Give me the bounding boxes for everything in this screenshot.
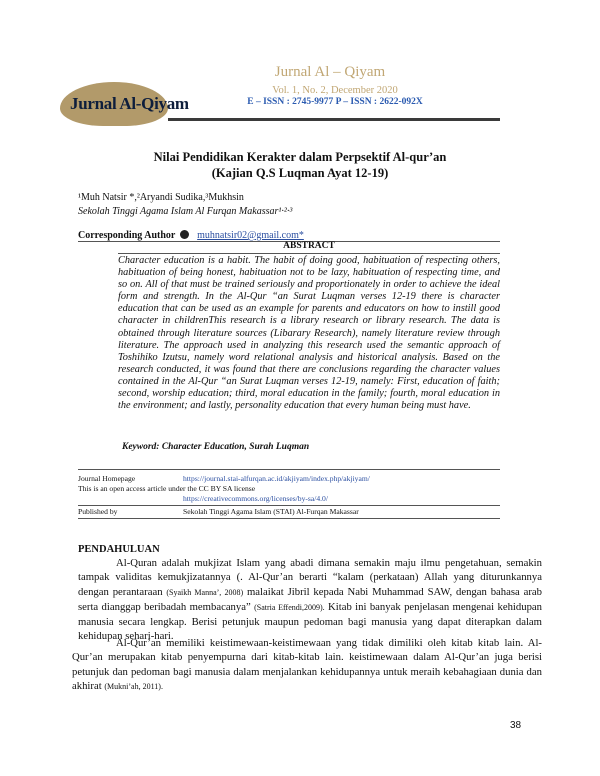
paper-title-line1: Nilai Pendidikan Kerakter dalam Perpsektif Al-qur’an [153,150,447,164]
license-label: This is an open access article under the CC BY SA license [78,484,256,493]
paragraph-1 [78,556,542,644]
corresponding-email[interactable]: muhnatsir02@gmail.com* [197,230,304,241]
page-number: 38 [510,720,522,731]
p1-citation-2: (Satria Effendi,2009). [254,602,325,612]
p2-citation: (Mukni’ah, 2011). [104,681,163,691]
abstract-text: Character education is a habit. The habit of doing good, habituation of respecting others, habituation of being honest, habituation not to be lazy, habituation of respecting time, and so on. All of that must be trained seriously and proportionately in order to achieve the ideal form and strength. In the Al-Qur “an Surat Luqman verses 12-19 there is character education that can be used as an example for parents and educators on how to instill good character in childrenThis research is a library research or library research. The data is obtained through literature sources (Libarary Research), namely literature review through literature. The approach used in analyzing this research used the semantic approach of Toshihiko Izutsu, namely word relational analysis and historical analysis. Based on the research conducted, it was found that there are conclusions regarding the character values contained in the Al-Qur “an Surat Luqman verses 12-19, namely: First, education of faith; second, worship education; third, moral education in the family; fourth, moral education in the environment; and lastly, personality education that every human being must have. [118,255,500,412]
rule-meta-mid [78,505,500,506]
rule-meta-top [78,469,500,470]
journal-volume: Vol. 1, No. 2, December 2020 [272,85,398,96]
paragraph-2 [72,636,542,694]
homepage-label: Journal Homepage [78,474,136,483]
p1-text-c: Kitab ini banyak penjelasan mengenai kehidupan manusia secara lengkap. Berisi petunjuk maupun pedoman bagi manusia yang dapat diterapkan dalam kehidupan sehari-hari. [78,600,542,643]
abstract-heading: ABSTRACT [283,241,335,251]
keywords: Keyword: Character Education, Surah Luqman [122,442,310,452]
homepage-link[interactable]: https://journal.stai-alfurqan.ac.id/akjiyam/index.php/akjiyam/ [183,474,370,483]
section-heading: PENDAHULUAN [78,544,160,555]
header-rule [168,118,500,121]
email-icon [180,230,189,239]
corresponding-label: Corresponding Author [78,230,176,241]
corresponding-author [78,230,304,241]
journal-title: Jurnal Al – Qiyam [274,64,386,80]
p1-text-a: Al-Quran adalah mukjizat Islam yang abadi dimana semakin maju ilmu pengetahuan, semakin tampak validitas kemukjizatannya (. Al-Qur’an berarti “kalam (perkataan) Allah yang diturunkannya dengan perantaraan [78,557,542,598]
published-label: Published by [78,507,118,516]
journal-issn: E – ISSN : 2745-9977 P – ISSN : 2622-092X [247,97,423,107]
p2-text: Al-Qur’an memiliki keistimewaan-keistimewaan yang tidak dimiliki oleh kitab kitab lain. Al-Qur’an merupakan kitab penyempurna dari kitab-kitab lain. keistimewaan dalam Al-Qur’an juga berisi petunjuk dan pedoman bagi manusia dalam menjalankan kehidupannya untuk meraih kebahagiaan dunia dan akhirat [72,637,542,692]
affiliation: Sekolah Tinggi Agama Islam Al Furqan Makassar¹·²·³ [78,206,293,217]
authors: ¹Muh Natsir *,²Aryandi Sudika,³Mukhsin [78,192,244,203]
publisher: Sekolah Tinggi Agama Islam (STAI) Al-Furqan Makassar [183,507,359,516]
license-link[interactable]: https://creativecommons.org/licenses/by-sa/4.0/ [183,494,328,503]
rule-meta-bottom [78,518,500,519]
rule-abstract-head [118,253,500,254]
paper-title-line2: (Kajian Q.S Luqman Ayat 12-19) [211,166,389,180]
p1-citation-1: (Syaikh Manna’, 2008) [166,587,244,597]
p1-text-b: malaikat Jibril kepada Nabi Muhammad SAW, dengan bahasa arab serta dianggap beribadah membacanya” [78,585,542,613]
logo-text: Jurnal Al-Qiyam [70,94,189,113]
